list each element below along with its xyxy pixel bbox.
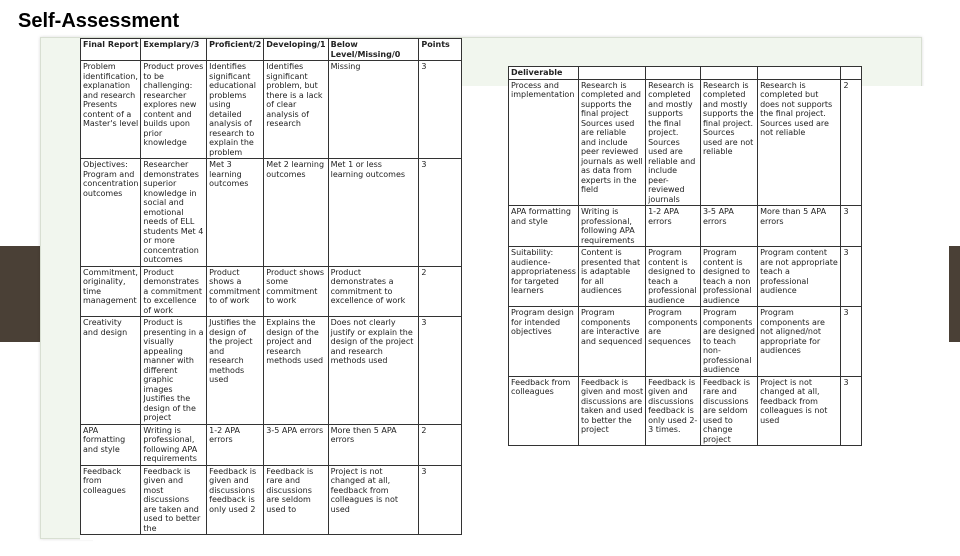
table-row [81,465,462,535]
table-cell: More than 5 APA errors [758,206,841,247]
table-cell: More then 5 APA errors [328,424,419,465]
table-header-row [81,39,462,61]
table-cell: Identifies significant educational problems using detailed analysis of research to explain the problem [207,61,264,159]
table-cell: Feedback is given and most discussions are taken and used to better the project [578,376,645,446]
table-cell: Met 1 or less learning outcomes [328,159,419,267]
page-title: Self-Assessment [18,10,180,32]
table-cell: APA formatting and style [509,206,579,247]
final-report-rubric-container [80,38,462,540]
table-cell: Missing [328,61,419,159]
table-cell: Program content are not appropriate teach a professional audience [758,247,841,307]
column-header [578,67,645,80]
column-header: Exemplary/3 [141,39,207,61]
deliverable-rubric-container [508,66,862,462]
table-cell: Researcher demonstrates superior knowledge in social and emotional needs of ELL students Met 4 or more concentration outcomes [141,159,207,267]
table-cell: Program design for intended objectives [509,307,579,377]
column-header [841,67,862,80]
table-cell: Writing is professional, following APA requirements [141,424,207,465]
table-cell: Justifies the design of the project and research methods used [207,317,264,425]
table-cell: Suitability: audience-appropriateness for targeted learners [509,247,579,307]
table-cell: 3-5 APA errors [700,206,757,247]
table-row [81,266,462,317]
table-cell: Product demonstrates a commitment to excellence of work [328,266,419,317]
table-cell: 1-2 APA errors [646,206,701,247]
table-row [509,307,862,377]
table-cell: Project is not changed at all, feedback from colleagues is not used [328,465,419,535]
table-cell: Research is completed but does not supports the final project. Sources used are not reliable [758,79,841,206]
table-cell: Program content is designed to teach a professional audience [646,247,701,307]
column-header: Below Level/Missing/0 [328,39,419,61]
table-cell: Explains the design of the project and research methods used [264,317,328,425]
deliverable-rubric-table [508,66,862,446]
column-header: Developing/1 [264,39,328,61]
table-cell: Program components are interactive and sequenced [578,307,645,377]
table-row [509,247,862,307]
table-cell: Product shows some commitment to work [264,266,328,317]
table-row [509,376,862,446]
table-cell: APA formatting and style [81,424,141,465]
table-cell: 2 [841,79,862,206]
table-row [81,159,462,267]
table-cell: Product demonstrates a commitment to excellence of work [141,266,207,317]
table-cell: Creativity and design [81,317,141,425]
table-cell: Content is presented that is adaptable for all audiences [578,247,645,307]
table-cell: Objectives: Program and concentration outcomes [81,159,141,267]
table-cell: Commitment, originality, time management [81,266,141,317]
table-cell: Feedback is given and discussions feedback is only used 2-3 times. [646,376,701,446]
table-row [509,206,862,247]
final-report-rubric-table [80,38,462,535]
table-cell: Product proves to be challenging: researcher explores new content and builds upon prior knowledge [141,61,207,159]
table-cell: Problem identification, explanation and research Presents content of a Master's level [81,61,141,159]
table-row [509,79,862,206]
table-cell: Feedback from colleagues [81,465,141,535]
table-cell: Product shows a commitment to of work [207,266,264,317]
table-cell: 1-2 APA errors [207,424,264,465]
table-cell: Project is not changed at all, feedback from colleagues is not used [758,376,841,446]
table-cell: 3 [419,317,462,425]
table-cell: 3 [841,376,862,446]
table-cell: Program components are not aligned/not appropriate for audiences [758,307,841,377]
table-cell: Feedback is rare and discussions are seldom used to change project [700,376,757,446]
table-cell: 2 [419,424,462,465]
table-cell: Process and implementation [509,79,579,206]
table-cell: 3 [419,465,462,535]
column-header: Final Report [81,39,141,61]
table-cell: Research is completed and mostly supports the final project. Sources used are reliable and include peer-reviewed journals [646,79,701,206]
table-cell: Program components are sequences [646,307,701,377]
table-cell: Met 3 learning outcomes [207,159,264,267]
table-row [81,61,462,159]
table-cell: Product is presenting in a visually appealing manner with different graphic images Justifies the design of the project [141,317,207,425]
column-header: Deliverable [509,67,579,80]
table-cell: Program components are designed to teach non-professional audience [700,307,757,377]
table-header-row [509,67,862,80]
table-cell: Writing is professional, following APA requirements [578,206,645,247]
column-header [646,67,701,80]
table-cell: Feedback is given and discussions feedback is only used 2 [207,465,264,535]
table-cell: Identifies significant problem, but there is a lack of clear analysis of research [264,61,328,159]
table-row [81,424,462,465]
column-header [758,67,841,80]
column-header: Proficient/2 [207,39,264,61]
table-cell: 3 [841,206,862,247]
table-cell: 3 [419,159,462,267]
table-cell: 2 [419,266,462,317]
table-cell: Feedback from colleagues [509,376,579,446]
table-cell: 3-5 APA errors [264,424,328,465]
table-row [81,317,462,425]
column-header: Points [419,39,462,61]
table-cell: Research is completed and supports the final project Sources used are reliable and include peer reviewed journals as well as data from experts in the field [578,79,645,206]
table-cell: Does not clearly justify or explain the design of the project and research methods used [328,317,419,425]
table-cell: 3 [841,307,862,377]
table-cell: Feedback is rare and discussions are seldom used to [264,465,328,535]
table-cell: Research is completed and mostly supports the final project. Sources used are not reliable [700,79,757,206]
column-header [700,67,757,80]
table-cell: 3 [841,247,862,307]
table-cell: 3 [419,61,462,159]
table-cell: Program content is designed to teach a non professional audience [700,247,757,307]
table-cell: Met 2 learning outcomes [264,159,328,267]
table-cell: Feedback is given and most discussions are taken and used to better the [141,465,207,535]
